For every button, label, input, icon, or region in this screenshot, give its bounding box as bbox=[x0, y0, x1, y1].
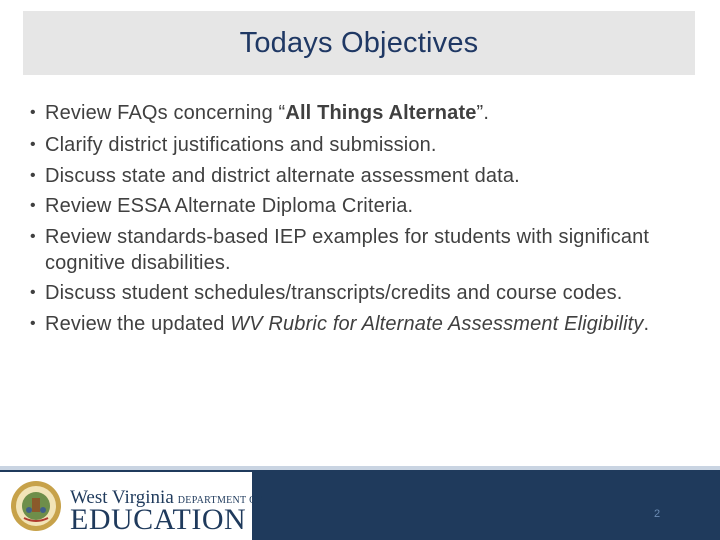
objective-item bbox=[30, 280, 670, 306]
bullet-icon: • bbox=[30, 104, 36, 121]
objective-text: Review FAQs concerning “ bbox=[45, 102, 286, 124]
objective-text: Clarify district justifications and submission. bbox=[45, 134, 437, 156]
objective-text: Review the updated bbox=[45, 313, 231, 335]
objective-item bbox=[30, 132, 670, 158]
bullet-icon: • bbox=[30, 166, 36, 184]
slide-title: Todays Objectives bbox=[239, 26, 479, 59]
objective-item bbox=[30, 311, 670, 337]
state-seal-icon bbox=[10, 480, 62, 532]
objective-text: . bbox=[643, 313, 650, 335]
page-number: 2 bbox=[654, 508, 661, 520]
objective-text-bold: All Things Alternate bbox=[285, 102, 477, 124]
objective-text: Review ESSA Alternate Diploma Criteria. bbox=[45, 195, 414, 217]
logo-education: EDUCATION bbox=[70, 503, 247, 536]
bullet-icon: • bbox=[30, 227, 36, 245]
bullet-icon: • bbox=[30, 284, 36, 301]
bullet-icon: • bbox=[30, 136, 36, 153]
objective-item bbox=[30, 193, 670, 219]
objective-text: Discuss state and district alternate assessment data. bbox=[45, 164, 520, 187]
objective-text: Discuss student schedules/transcripts/credits and course codes. bbox=[45, 282, 623, 304]
logo-department: DEPARTMENT OF bbox=[177, 495, 263, 506]
objective-item bbox=[30, 224, 670, 276]
objective-item bbox=[30, 163, 670, 189]
objective-text: Review standards-based IEP examples for students with significant cognitive disabilities. bbox=[45, 225, 650, 274]
objective-item bbox=[30, 100, 670, 126]
title-bar bbox=[23, 11, 695, 75]
logo-state-name: West Virginia bbox=[70, 487, 174, 508]
objective-text-italic: WV Rubric for Alternate Assessment Eligibility bbox=[230, 313, 644, 335]
bullet-icon: • bbox=[30, 315, 36, 332]
objective-text: ”. bbox=[476, 102, 490, 124]
objectives-list bbox=[30, 100, 670, 342]
bullet-icon: • bbox=[30, 197, 36, 214]
